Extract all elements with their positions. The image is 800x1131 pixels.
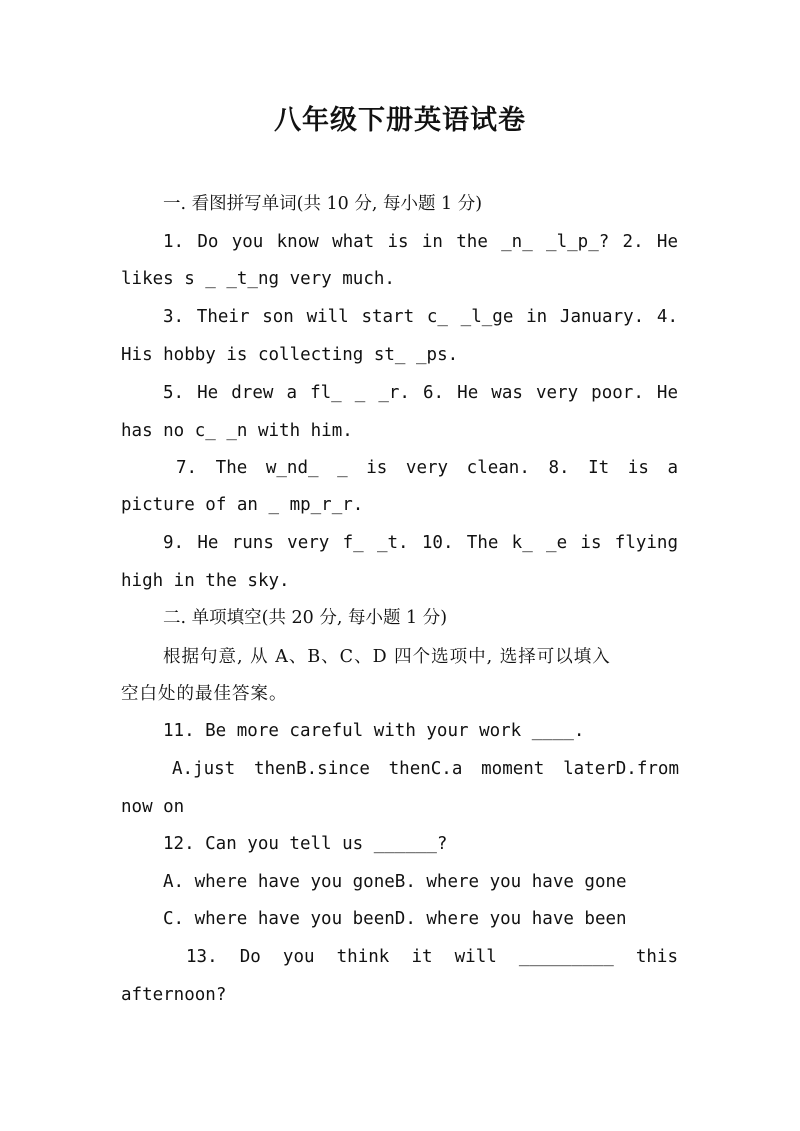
options-line: A.just thenB.since thenC.a moment laterD.from <box>172 759 679 779</box>
question-line: 11. Be more careful with your work ____. <box>163 721 585 741</box>
question-line: picture of an _ mp_r_r. <box>121 495 364 515</box>
question-line: 13. Do you think it will _________ this <box>186 947 678 967</box>
question-line: has no c_ _n with him. <box>121 421 353 441</box>
question-line: His hobby is collecting st_ _ps. <box>121 345 459 365</box>
question-line: 12. Can you tell us ______? <box>163 834 448 854</box>
section-one-heading: 一. 看图拼写单词(共 10 分, 每小题 1 分) <box>163 194 483 214</box>
instruction-line: 根据句意, 从 A、B、C、D 四个选项中, 选择可以填入 <box>163 647 611 667</box>
options-line: A. where have you goneB. where you have gone <box>163 872 627 892</box>
question-line: 5. He drew a fl_ _ _r. 6. He was very poor. He <box>163 383 678 403</box>
question-line: 3. Their son will start c_ _l_ge in January. 4. <box>163 307 678 327</box>
question-line: high in the sky. <box>121 571 290 591</box>
options-line: now on <box>121 797 185 817</box>
question-line: 1. Do you know what is in the _n_ _l_p_? 2. He <box>163 232 678 252</box>
question-line: afternoon? <box>121 985 227 1005</box>
question-line: 7. The w_nd_ _ is very clean. 8. It is a <box>176 458 678 478</box>
options-line: C. where have you beenD. where you have been <box>163 909 627 929</box>
page-title: 八年级下册英语试卷 <box>274 105 526 136</box>
instruction-line: 空白处的最佳答案。 <box>121 684 288 704</box>
section-two-heading: 二. 单项填空(共 20 分, 每小题 1 分) <box>163 608 448 628</box>
question-line: likes s _ _t_ng very much. <box>121 269 395 289</box>
question-line: 9. He runs very f_ _t. 10. The k_ _e is flying <box>163 533 678 553</box>
